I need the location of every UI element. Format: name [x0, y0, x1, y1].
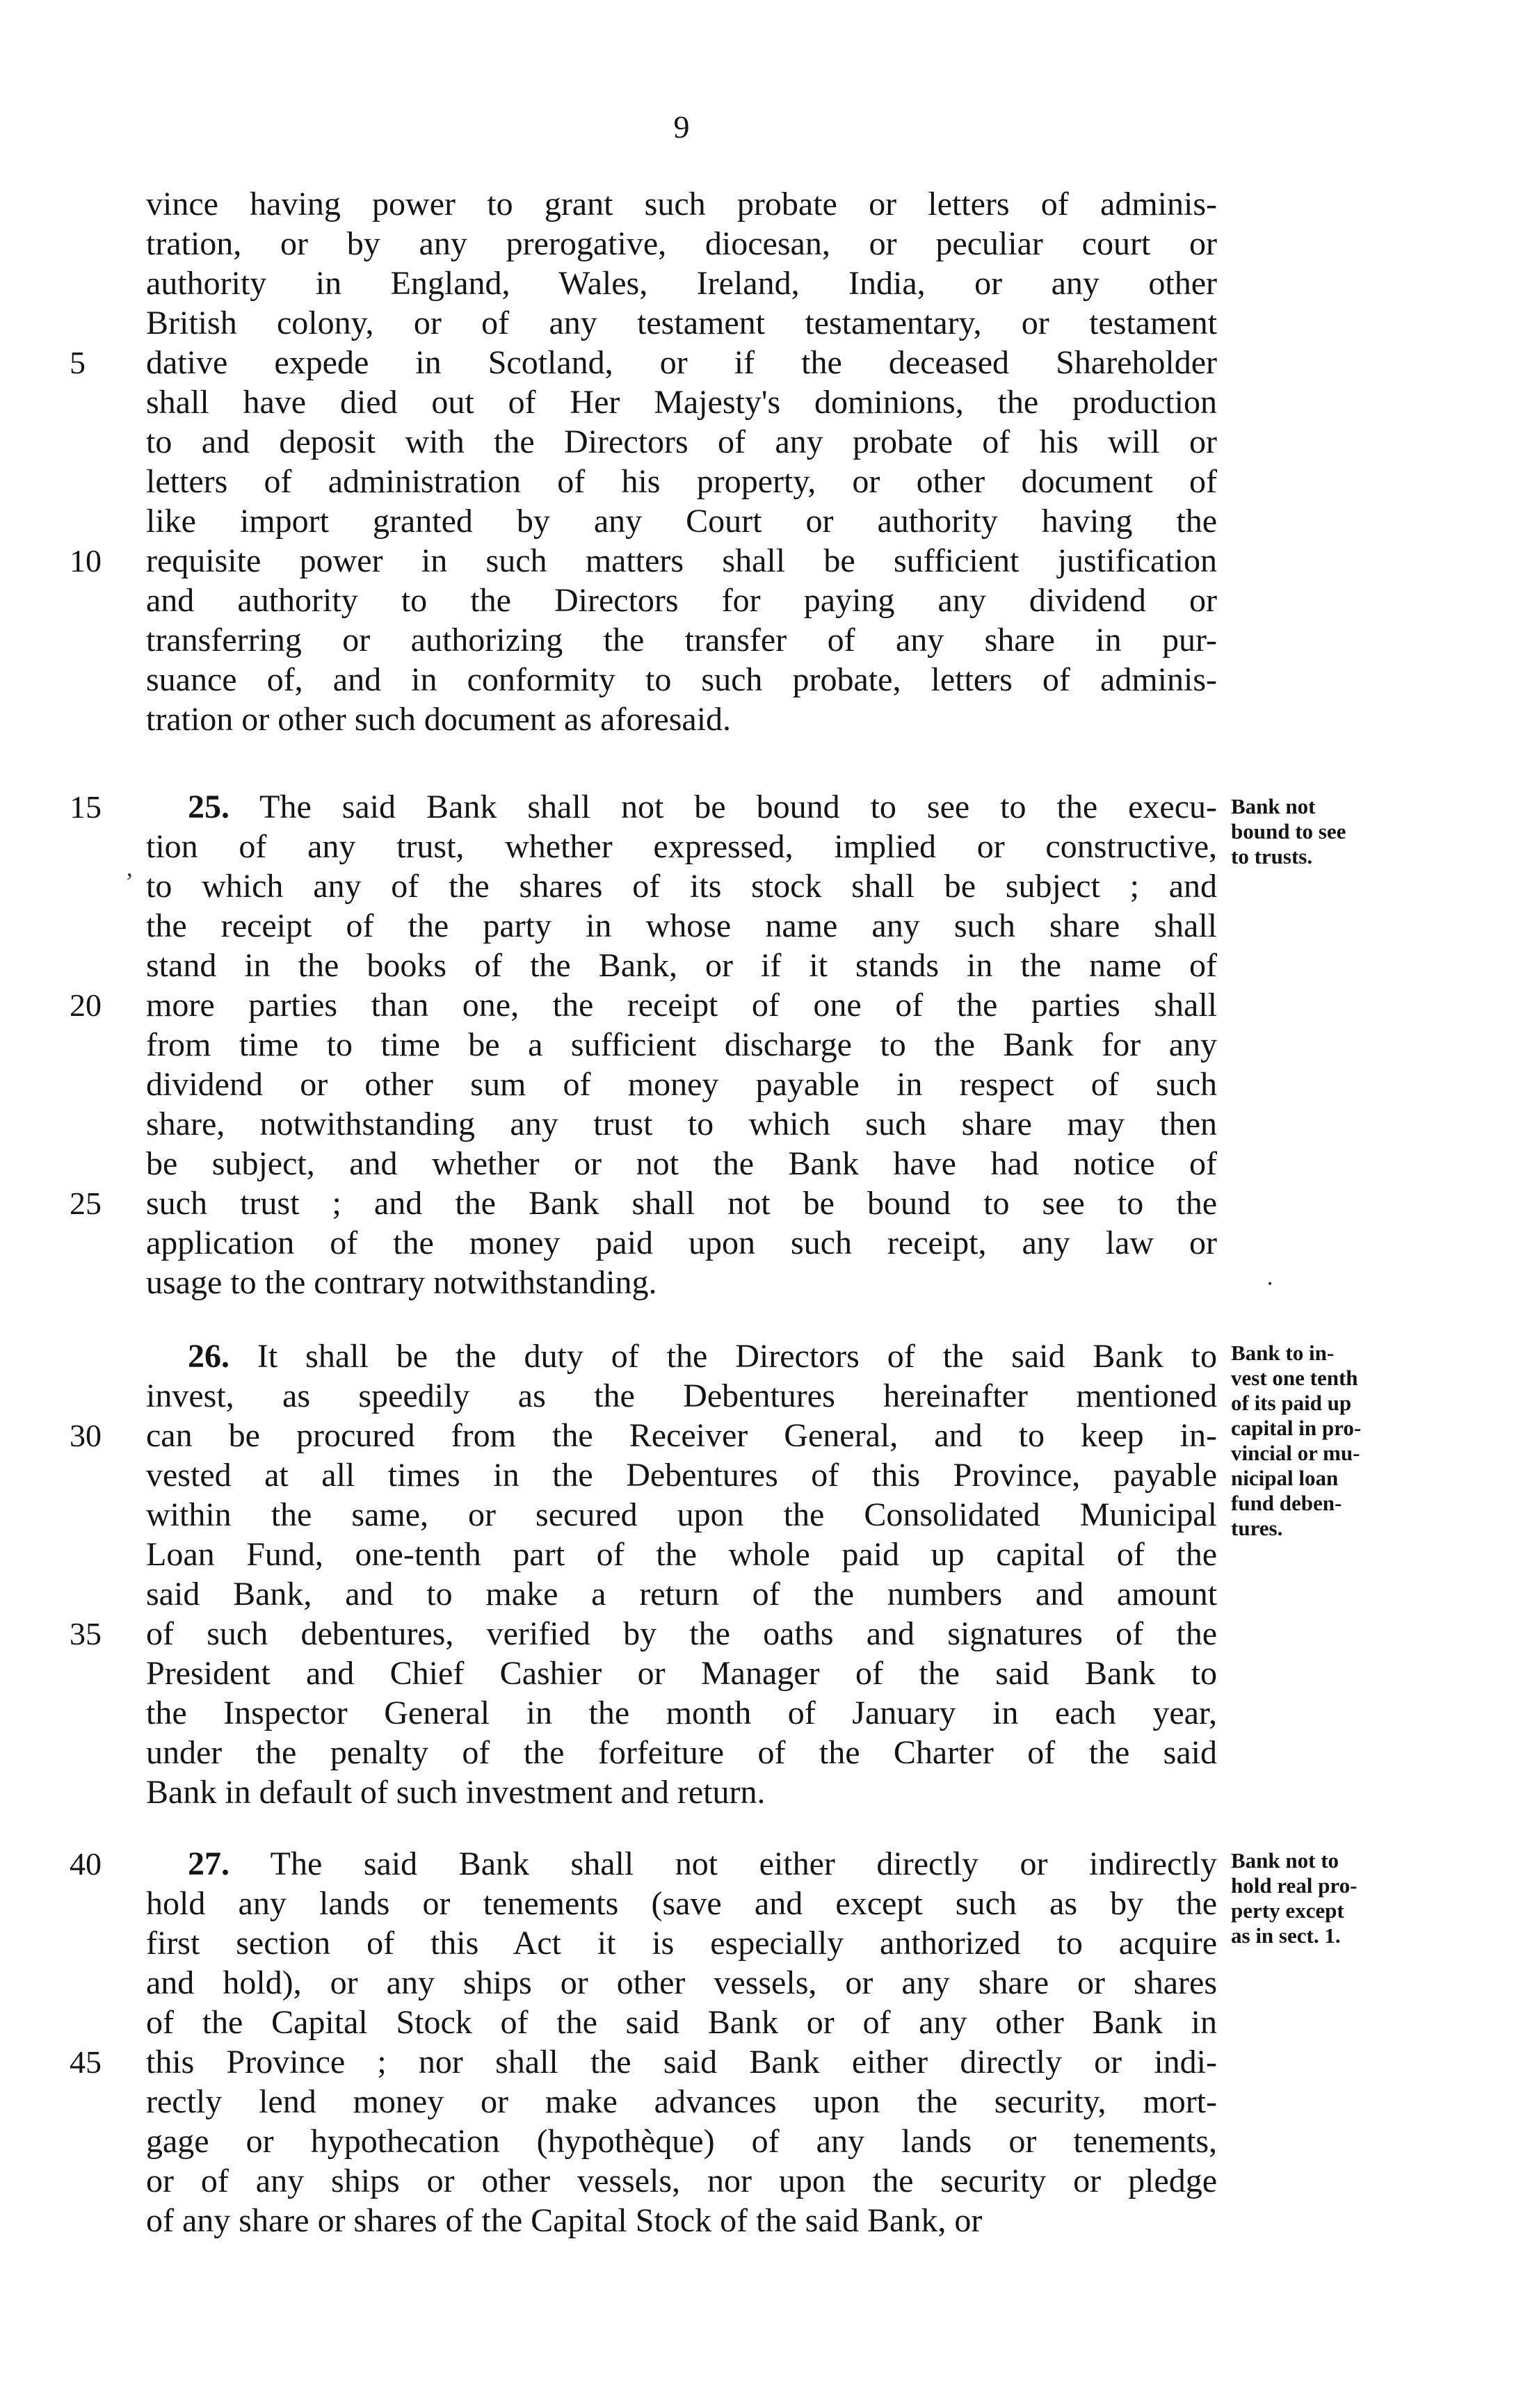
line-text: authority in England, Wales, Ireland, India, or any other	[146, 265, 1217, 302]
line-text: hold any lands or tenements (save and except such as by the	[146, 1885, 1217, 1922]
text-line	[146, 2201, 1217, 2240]
line-text: letters of administration of his property, or other document of	[146, 463, 1217, 500]
margin-note-bank-not-hold-real-property	[1231, 1848, 1440, 1948]
text-line	[146, 700, 1217, 739]
line-text: to which any of the shares of its stock shall be subject ; and	[146, 868, 1217, 905]
margin-note-line: of its paid up	[1231, 1391, 1352, 1415]
line-text: Bank in default of such investment and return.	[146, 1774, 766, 1811]
paragraph-continuation	[146, 184, 1217, 739]
text-line	[146, 1416, 1217, 1455]
line-text: be subject, and whether or not the Bank have had notice of	[146, 1145, 1217, 1182]
line-text: of the Capital Stock of the said Bank or of any other Bank in	[146, 2004, 1217, 2041]
section-number: 27.	[188, 1845, 230, 1882]
line-text: of any share or shares of the Capital Stock of the said Bank, or	[146, 2202, 983, 2239]
line-number: 10	[70, 543, 102, 579]
text-line	[146, 1144, 1217, 1183]
line-text: shall have died out of Her Majesty's dominions, the production	[146, 384, 1217, 421]
line-text: invest, as speedily as the Debentures hereinafter mentioned	[146, 1377, 1217, 1414]
line-text: transferring or authorizing the transfer of any share in pur-	[146, 622, 1217, 658]
text-line	[146, 866, 1217, 906]
text-line	[146, 2042, 1217, 2082]
text-line	[146, 541, 1217, 581]
text-line	[146, 1065, 1217, 1104]
text-line	[146, 1844, 1217, 1884]
line-number: 5	[70, 345, 86, 380]
section-number: 25.	[188, 789, 230, 825]
text-line	[146, 1733, 1217, 1772]
text-line	[146, 1183, 1217, 1223]
text-line	[146, 1025, 1217, 1065]
text-line	[146, 660, 1217, 700]
line-text: and hold), or any ships or other vessels, or any share or shares	[146, 1964, 1217, 2001]
text-line	[146, 906, 1217, 946]
margin-note-line: bound to see	[1231, 819, 1346, 843]
section-number: 26.	[188, 1338, 230, 1375]
line-text: The said Bank shall not either directly or indirectly	[270, 1845, 1217, 1882]
text-line	[146, 1263, 1217, 1302]
margin-note-line: capital in pro-	[1231, 1416, 1362, 1440]
line-text: British colony, or of any testament testamentary, or testament	[146, 305, 1217, 341]
line-text: usage to the contrary notwithstanding.	[146, 1264, 657, 1301]
text-line	[146, 1104, 1217, 1144]
section-26-paragraph	[146, 1336, 1217, 1812]
margin-note-line: to trusts.	[1231, 844, 1313, 868]
text-line	[146, 1614, 1217, 1654]
line-text: stand in the books of the Bank, or if it stands in the name of	[146, 947, 1217, 984]
text-line	[146, 1495, 1217, 1535]
text-line	[146, 224, 1217, 264]
line-text: vested at all times in the Debentures of this Province, payable	[146, 1457, 1217, 1494]
margin-note-line: fund deben-	[1231, 1491, 1342, 1515]
margin-note-line: hold real pro-	[1231, 1873, 1358, 1898]
margin-note-line: Bank to in-	[1231, 1341, 1335, 1365]
line-text: within the same, or secured upon the Consolidated Municipal	[146, 1496, 1217, 1533]
line-text: and authority to the Directors for paying any dividend or	[146, 582, 1217, 619]
text-line	[146, 2082, 1217, 2122]
line-text: share, notwithstanding any trust to which such share may then	[146, 1106, 1217, 1142]
text-line	[146, 422, 1217, 462]
text-line	[146, 827, 1217, 866]
line-text: to and deposit with the Directors of any probate of his will or	[146, 423, 1217, 460]
line-number: 30	[70, 1418, 102, 1453]
text-line	[146, 1654, 1217, 1693]
line-text: suance of, and in conformity to such probate, letters of adminis-	[146, 661, 1217, 698]
line-text: gage or hypothecation (hypothèque) of any lands or tenements,	[146, 2123, 1217, 2160]
print-speck: ʼ	[125, 868, 134, 896]
text-line	[146, 1693, 1217, 1733]
text-line	[146, 343, 1217, 382]
text-line	[146, 264, 1217, 303]
line-text: can be procured from the Receiver General, and to keep in-	[146, 1417, 1217, 1454]
margin-note-line: perty except	[1231, 1898, 1344, 1923]
text-line	[146, 1223, 1217, 1263]
line-text: requisite power in such matters shall be sufficient justification	[146, 542, 1217, 579]
text-line	[146, 303, 1217, 343]
line-text: rectly lend money or make advances upon the security, mort-	[146, 2083, 1217, 2120]
margin-note-line: vincial or mu-	[1231, 1441, 1360, 1465]
line-text: application of the money paid upon such receipt, any law or	[146, 1225, 1217, 1261]
text-line	[146, 184, 1217, 224]
text-line	[146, 1336, 1217, 1376]
line-number: 15	[70, 789, 102, 825]
line-text: tration, or by any prerogative, diocesan, or peculiar court or	[146, 225, 1217, 262]
line-text: or of any ships or other vessels, nor upon the security or pledge	[146, 2163, 1217, 2199]
line-text: dative expede in Scotland, or if the deceased Shareholder	[146, 344, 1217, 381]
text-line	[146, 946, 1217, 985]
text-line	[146, 1772, 1217, 1812]
margin-note-bank-to-invest	[1231, 1341, 1440, 1541]
text-line	[146, 382, 1217, 422]
line-text: the receipt of the party in whose name any such share shall	[146, 907, 1217, 944]
margin-note-line: Bank not	[1231, 794, 1316, 818]
line-text: more parties than one, the receipt of one of the parties shall	[146, 987, 1217, 1024]
section-27-paragraph	[146, 1844, 1217, 2240]
margin-note-line: vest one tenth	[1231, 1366, 1358, 1390]
text-line	[146, 462, 1217, 501]
line-number: 20	[70, 987, 102, 1023]
print-speck: ·	[1266, 1270, 1274, 1298]
line-number: 25	[70, 1186, 102, 1221]
margin-note-line: nicipal loan	[1231, 1466, 1339, 1490]
line-text: dividend or other sum of money payable in respect of such	[146, 1066, 1217, 1103]
line-text: It shall be the duty of the Directors of the said Bank to	[257, 1338, 1218, 1375]
line-text: first section of this Act it is especially anthorized to acquire	[146, 1925, 1217, 1962]
text-line	[146, 2003, 1217, 2042]
section-25-paragraph	[146, 787, 1217, 1302]
line-text: such trust ; and the Bank shall not be bound to see to the	[146, 1185, 1217, 1222]
text-line	[146, 787, 1217, 827]
margin-note-line: Bank not to	[1231, 1848, 1339, 1873]
line-text: the Inspector General in the month of January in each year,	[146, 1695, 1217, 1731]
text-line	[146, 985, 1217, 1025]
line-text: under the penalty of the forfeiture of the Charter of the said	[146, 1734, 1217, 1771]
margin-note-bank-not-bound	[1231, 794, 1440, 869]
text-line	[146, 501, 1217, 541]
line-text: The said Bank shall not be bound to see to the execu-	[259, 789, 1218, 825]
line-text: tration or other such document as aforesaid.	[146, 701, 732, 738]
line-text: of such debentures, verified by the oaths and signatures of the	[146, 1615, 1217, 1652]
page-number: 9	[673, 109, 690, 145]
line-text: like import granted by any Court or authority having the	[146, 503, 1217, 540]
line-number: 35	[70, 1616, 102, 1651]
line-number: 40	[70, 1846, 102, 1882]
text-line	[146, 1923, 1217, 1963]
text-line	[146, 581, 1217, 620]
line-text: Loan Fund, one-tenth part of the whole paid up capital of the	[146, 1536, 1217, 1573]
line-number: 45	[70, 2044, 102, 2080]
text-line	[146, 2161, 1217, 2201]
text-line	[146, 620, 1217, 660]
margin-note-line: as in sect. 1.	[1231, 1923, 1341, 1948]
line-text: this Province ; nor shall the said Bank either directly or indi-	[146, 2044, 1217, 2080]
line-text: President and Chief Cashier or Manager of the said Bank to	[146, 1655, 1217, 1692]
line-text: vince having power to grant such probate or letters of adminis-	[146, 186, 1217, 223]
text-line	[146, 1535, 1217, 1574]
text-line	[146, 1455, 1217, 1495]
line-text: tion of any trust, whether expressed, implied or constructive,	[146, 828, 1217, 865]
text-line	[146, 2122, 1217, 2161]
text-line	[146, 1884, 1217, 1923]
line-text: from time to time be a sufficient discharge to the Bank for any	[146, 1026, 1217, 1063]
text-line	[146, 1376, 1217, 1416]
text-line	[146, 1574, 1217, 1614]
margin-note-line: tures.	[1231, 1516, 1283, 1540]
line-text: said Bank, and to make a return of the numbers and amount	[146, 1576, 1217, 1613]
text-line	[146, 1963, 1217, 2003]
